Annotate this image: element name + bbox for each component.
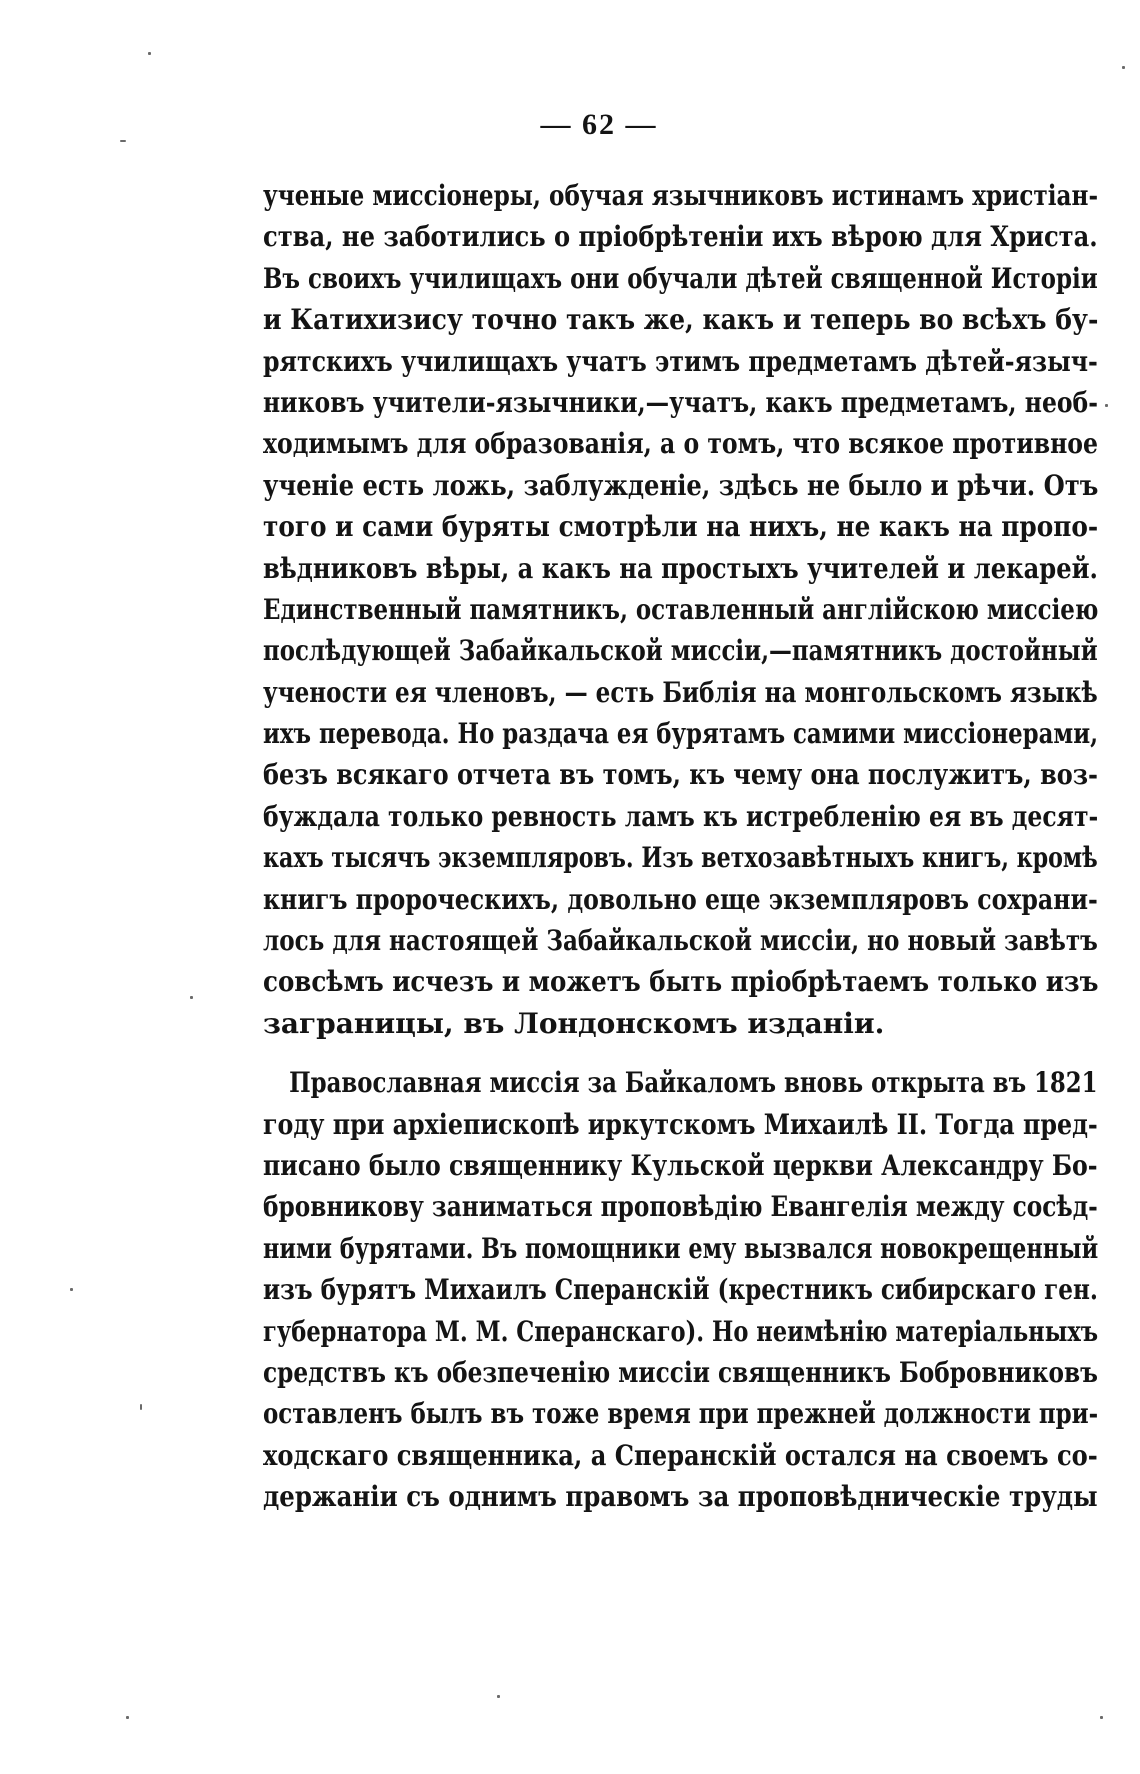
text-line: ходимымъ для образованія, а о томъ, что всякое противное	[263, 427, 1098, 461]
text-line: ними бурятами. Въ помощники ему вызвался новокрещенный	[263, 1231, 1099, 1265]
scan-speck	[120, 140, 126, 142]
paragraph-gap	[263, 1044, 1098, 1062]
text-line: оставленъ былъ въ тоже время при прежней должности при-	[263, 1397, 1099, 1431]
text-line: совсѣмъ исчезъ и можетъ быть пріобрѣтаемъ только изъ	[263, 965, 1099, 999]
text-line: книгъ пророческихъ, довольно еще экземпляровъ сохрани-	[263, 882, 1098, 916]
text-line: держаніи съ однимъ правомъ за проповѣдническіе труды	[263, 1480, 1098, 1514]
scan-speck	[70, 1288, 73, 1291]
page-number: — 62 —	[540, 108, 658, 141]
text-line: безъ всякаго отчета въ томъ, къ чему она послужитъ, воз-	[263, 758, 1098, 792]
scan-speck	[1122, 66, 1125, 69]
text-line: рятскихъ училищахъ учатъ этимъ предметамъ дѣтей-языч-	[263, 344, 1098, 378]
text-line: бровникову заниматься проповѣдію Евангелія между сосѣд-	[263, 1190, 1098, 1224]
text-line: ученые миссіонеры, обучая язычниковъ истинамъ христіан-	[263, 179, 1099, 212]
text-line: послѣдующей Забайкальской миссіи,—памятникъ достойный	[263, 634, 1098, 668]
text-line: ученіе есть ложь, заблужденіе, здѣсь не было и рѣчи. Отъ	[263, 468, 1099, 502]
text-line: Православная миссія за Байкаломъ вновь открыта въ 1821	[289, 1066, 1098, 1100]
text-line: ихъ перевода. Но раздача ея бурятамъ самими миссіонерами,	[263, 717, 1099, 751]
scan-speck	[126, 1716, 129, 1719]
text-line: ства, не заботились о пріобрѣтеніи ихъ вѣрою для Христа.	[263, 220, 1098, 254]
paragraph-1	[263, 175, 1098, 1044]
text-line: Единственный памятникъ, оставленный англійскою миссіею	[263, 592, 1099, 626]
text-line: и Катихизису точно такъ же, какъ и теперь во всѣхъ бу-	[263, 303, 1099, 337]
scan-speck	[190, 996, 193, 999]
scan-speck	[1105, 404, 1108, 407]
paragraph-2	[263, 1062, 1098, 1517]
text-line: учености ея членовъ, — есть Библія на монгольскомъ языкѣ	[263, 675, 1098, 709]
text-line: кахъ тысячъ экземпляровъ. Изъ ветхозавѣтныхъ книгъ, кромѣ	[263, 841, 1098, 875]
text-line: заграницы, въ Лондонскомъ изданіи.	[263, 1006, 885, 1040]
scan-speck	[1100, 1716, 1103, 1719]
text-line: году при архіепископѣ иркутскомъ Михаилѣ II. Тогда пред-	[263, 1107, 1098, 1141]
text-line: вѣдниковъ вѣры, а какъ на простыхъ учителей и лекарей.	[263, 551, 1098, 585]
text-line: ходскаго священника, а Сперанскій остался на своемъ со-	[263, 1438, 1098, 1472]
text-line: изъ бурятъ Михаилъ Сперанскій (крестникъ сибирскаго ген.	[263, 1273, 1098, 1307]
text-line: буждала только ревность ламъ къ истребленію ея въ десят-	[263, 799, 1099, 833]
scan-speck	[497, 1695, 500, 1698]
text-line: никовъ учители-язычники,—учатъ, какъ предметамъ, необ-	[263, 385, 1098, 419]
text-line: лось для настоящей Забайкальской миссіи, но новый завѣтъ	[263, 924, 1098, 958]
text-line: средствъ къ обезпеченію миссіи священникъ Бобровниковъ	[263, 1355, 1098, 1389]
text-line: губернатора М. М. Сперанскаго). Но неимѣнію матеріальныхъ	[263, 1314, 1099, 1348]
scan-speck	[140, 1404, 142, 1410]
text-line: того и сами буряты смотрѣли на нихъ, не какъ на пропо-	[263, 510, 1099, 544]
scan-speck	[148, 52, 151, 55]
text-line: писано было священнику Кульской церкви Александру Бо-	[263, 1148, 1098, 1182]
text-line: Въ своихъ училищахъ они обучали дѣтей священной Исторіи	[263, 261, 1098, 295]
body-text	[263, 175, 1098, 1518]
